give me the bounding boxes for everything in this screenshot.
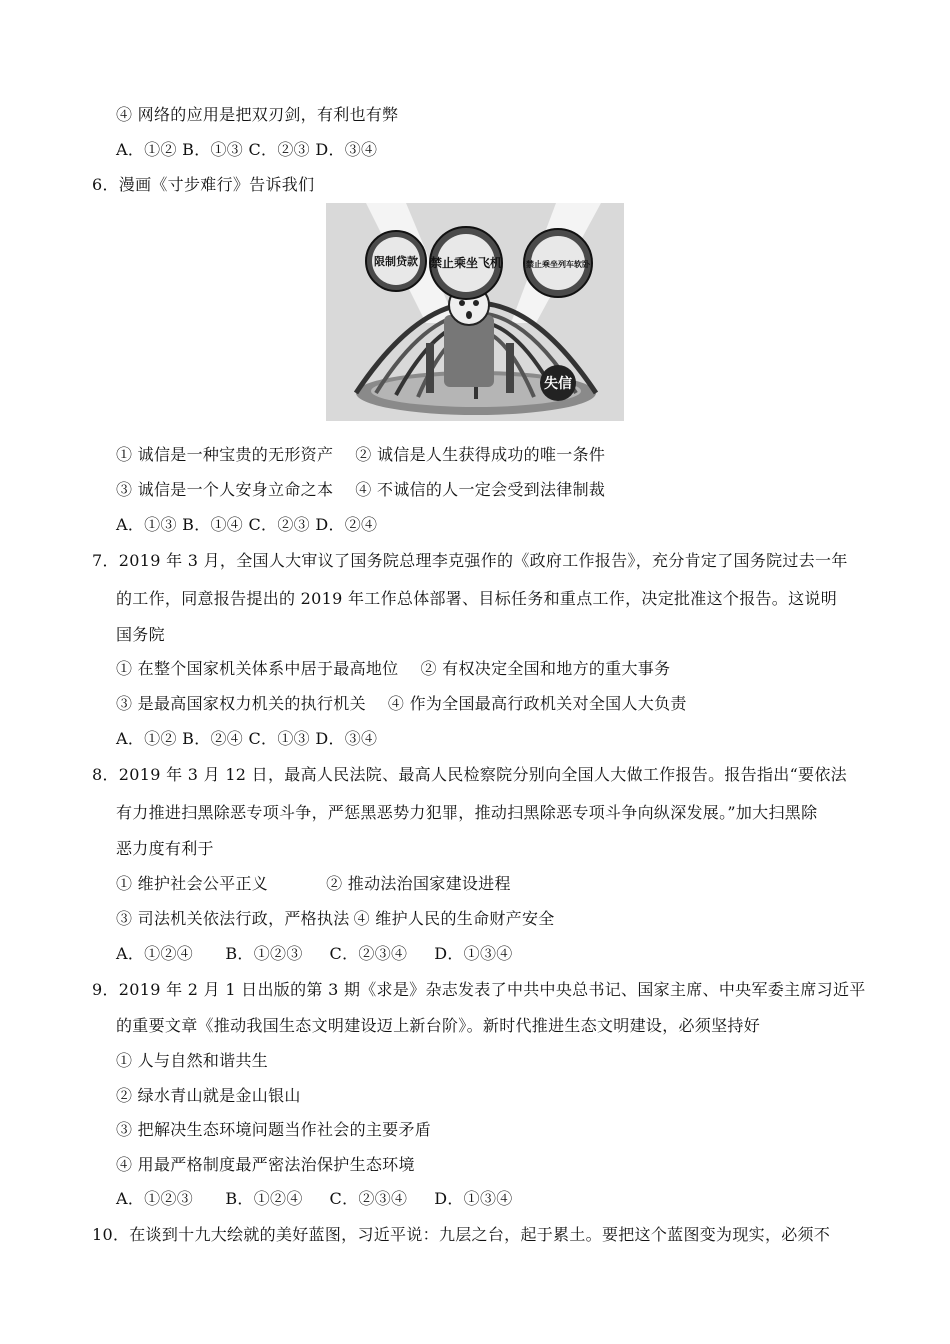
q8-item3: ③ 司法机关依法行政，严格执法 ④ 维护人民的生命财产安全 [116, 909, 555, 928]
q9-item2: ② 绿水青山就是金山银山 [116, 1086, 301, 1105]
q9-item3: ③ 把解决生态环境问题当作社会的主要矛盾 [116, 1120, 432, 1139]
q10-stem-line1: 10．在谈到十九大绘就的美好蓝图，习近平说：九层之台，起于累土。要把这个蓝图变为现实，必须不 [92, 1225, 831, 1244]
q6-item3: ③ 诚信是一个人安身立命之本 ④ 不诚信的人一定会受到法律制裁 [116, 480, 606, 499]
q8-stem-line3: 恶力度有利于 [116, 839, 214, 858]
q8-stem-line2: 有力推进扫黑除恶专项斗争，严惩黑恶势力犯罪，推动扫黑除恶专项斗争向纵深发展。”加大扫黑除 [116, 803, 818, 822]
q7-item3: ③ 是最高国家权力机关的执行机关 ④ 作为全国最高行政机关对全国人大负责 [116, 694, 687, 713]
q9-stem-line1: 9．2019 年 2 月 1 日出版的第 3 期《求是》杂志发表了中共中央总书记、国家主席、中央军委主席习近平 [92, 980, 866, 999]
q9-answers: A．①②③ B．①②④ C．②③④ D．①③④ [116, 1189, 513, 1208]
sign-credit-loss: 失信 [544, 376, 572, 392]
q7-stem-line2: 的工作，同意报告提出的 2019 年工作总体部署、目标任务和重点工作，决定批准这个报告。这说明 [116, 589, 837, 608]
q5-item4: ④ 网络的应用是把双刃剑，有利也有弊 [116, 105, 399, 124]
sign-restrict-loan: 限制贷款 [374, 255, 418, 268]
q7-stem-line3: 国务院 [116, 625, 165, 644]
sign-no-flight: 禁止乘坐飞机 [429, 256, 503, 270]
q8-answers: A．①②④ B．①②③ C．②③④ D．①③④ [116, 944, 513, 963]
q9-stem-line2: 的重要文章《推动我国生态文明建设迈上新台阶》。新时代推进生态文明建设，必须坚持好 [116, 1016, 761, 1035]
q7-stem-line1: 7．2019 年 3 月，全国人大审议了国务院总理李克强作的《政府工作报告》，充分肯定了国务院过去一年 [92, 551, 848, 570]
q6-stem: 6．漫画《寸步难行》告诉我们 [92, 175, 315, 194]
q8-item1: ① 维护社会公平正义 ② 推动法治国家建设进程 [116, 874, 511, 893]
sign-no-train-sleeper: 禁止乘坐列车软卧 [526, 260, 590, 269]
cartoon-image [326, 203, 624, 421]
q5-answers: A．①② B．①③ C．②③ D．③④ [116, 140, 378, 159]
q9-item1: ① 人与自然和谐共生 [116, 1051, 269, 1070]
q7-answers: A．①② B．②④ C．①③ D．③④ [116, 729, 378, 748]
q6-item1: ① 诚信是一种宝贵的无形资产 ② 诚信是人生获得成功的唯一条件 [116, 445, 606, 464]
q8-stem-line1: 8．2019 年 3 月 12 日，最高人民法院、最高人民检察院分别向全国人大做工作报告。报告指出“要依法 [92, 765, 847, 784]
q9-item4: ④ 用最严格制度最严密法治保护生态环境 [116, 1155, 415, 1174]
q6-answers: A．①③ B．①④ C．②③ D．②④ [116, 515, 378, 534]
q7-item1: ① 在整个国家机关体系中居于最高地位 ② 有权决定全国和地方的重大事务 [116, 659, 671, 678]
